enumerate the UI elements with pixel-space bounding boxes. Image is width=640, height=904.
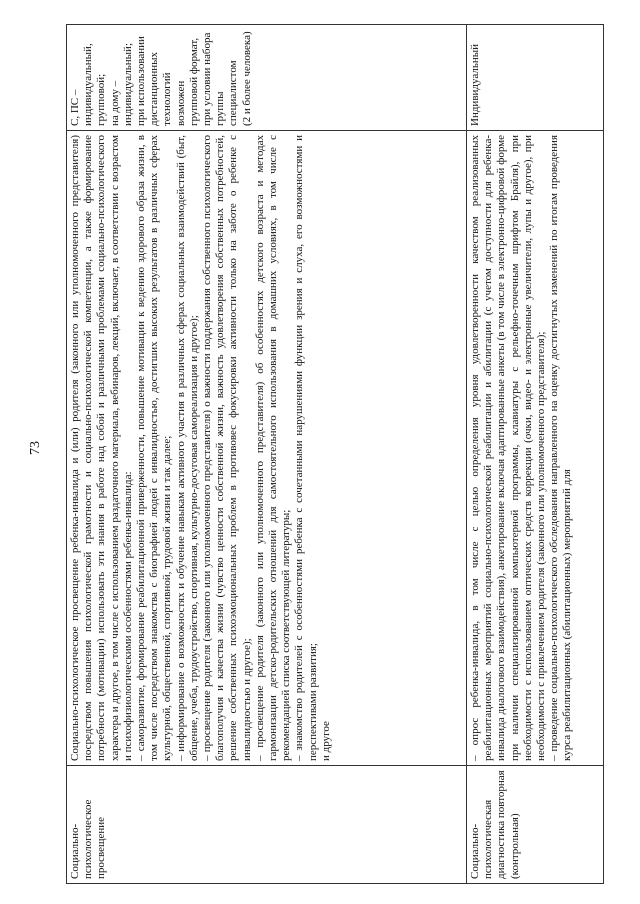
content-paragraph: – информирование о возможностях и обучение навыкам активного участия в различных сферах социальных взаимодействий (быт, общение, учеба, трудоустройство, спортивная, культурно-досуговая самореализация и другое); [174, 135, 200, 761]
form-line: при использовании дистанционных технологий возможен групповой формат, при условии набора группы специалистом [135, 32, 240, 126]
page-number: 73 [28, 441, 43, 455]
form-line: индивидуальный, [82, 43, 95, 126]
form-line: индивидуальный; [121, 43, 134, 126]
form-cell [467, 25, 604, 131]
content-paragraph: – просвещение родителя (законного или уполномоченного представителя) об особенностях детского возраста и методах гармонизации детско-родительских отношений для самостоятельного использования в домашних условиях, в том числе с рекомендацией списка соответствующей литературы; [253, 135, 293, 761]
content-paragraph: – просвещение родителя (законного или уполномоченного представителя) о важности поддержания собственного психологического благополучия и качества жизни (чувство ценности собственной жизни, важность удовлетворения собственных потребностей, решение собственных психоэмоциональных проблем в противовес фокусировки активности только на заботе о ребенке с инвалидностью и другое); [201, 135, 253, 761]
content-paragraph: – проведение социально-психологического обследования направленного на оценку достигнутых изменений по итогам проведения курса реабилитационных (абилитационных) мероприятий для [548, 135, 574, 761]
form-line: С, ПС – [69, 89, 81, 126]
form-cell [67, 25, 467, 131]
content-paragraph: Социально-психологическое просвещение ребенка-инвалида и (или) родителя (законного или уполномоченного представителя) посредством повышения психологической грамотности и социально-психологической компетенции, а также формирование потребности (мотивации) использовать эти знания в работе над собой и различными проблемами социально-психологического характера и другое, в том числе с использованием раздаточного материала, вебинаров, лекций, включает, в соответствии с возрастом и психофизиологическими особенностями ребенка-инвалида: [69, 135, 134, 761]
content-cell [467, 131, 604, 766]
content-cell [67, 131, 467, 766]
rotated-page [58, 0, 630, 904]
content-paragraph: – знакомство родителей с особенностями ребенка с сочетанными нарушениями функции зрения и слуха, его возможностями и перспективами развития; [293, 135, 319, 761]
form-line: групповой; [95, 73, 108, 126]
form-line: (2 и более человека) [240, 31, 253, 126]
table-row [67, 25, 467, 884]
content-paragraph: – опрос ребенка-инвалида, в том числе с целью определения уровня удовлетворенности качеством реализованных реабилитационных мероприятий социально-психологической реабилитации и абилитации (с учетом доступности для ребенка-инвалида диалогового взаимодействия), анкетирование включая адаптированные анкеты (в том числе в электронно-цифровой форме при наличии специализированной компьютерной программы, клавиатуры с рельефно-точечным шрифтом Брайля), при необходимости с использованием оптических средств коррекции (очки, видео- и электронные увеличители, лупы и другое), при необходимости с привлечением родителя (законного или уполномоченного представителя); [469, 135, 548, 761]
rehabilitation-table [66, 24, 604, 884]
form-line: на дому – [108, 80, 121, 126]
section-cell: Социально-психологическое просвещение [67, 766, 467, 884]
content-paragraph: и другое [319, 721, 332, 761]
table-row [467, 25, 604, 884]
section-cell: Социально-психологическая диагностика повторная (контрольная) [467, 766, 604, 884]
content-paragraph: – саморазвитие, формирование реабилитационной приверженности, повышение мотивации к ведению здорового образа жизни, в том числе посредством знакомства с биографией людей с инвалидностью, достигших высоких результатов в различных сферах культурной, общественной, спортивной, трудовой жизни и так далее; [135, 135, 174, 761]
form-line: Индивидуальный [469, 44, 481, 126]
